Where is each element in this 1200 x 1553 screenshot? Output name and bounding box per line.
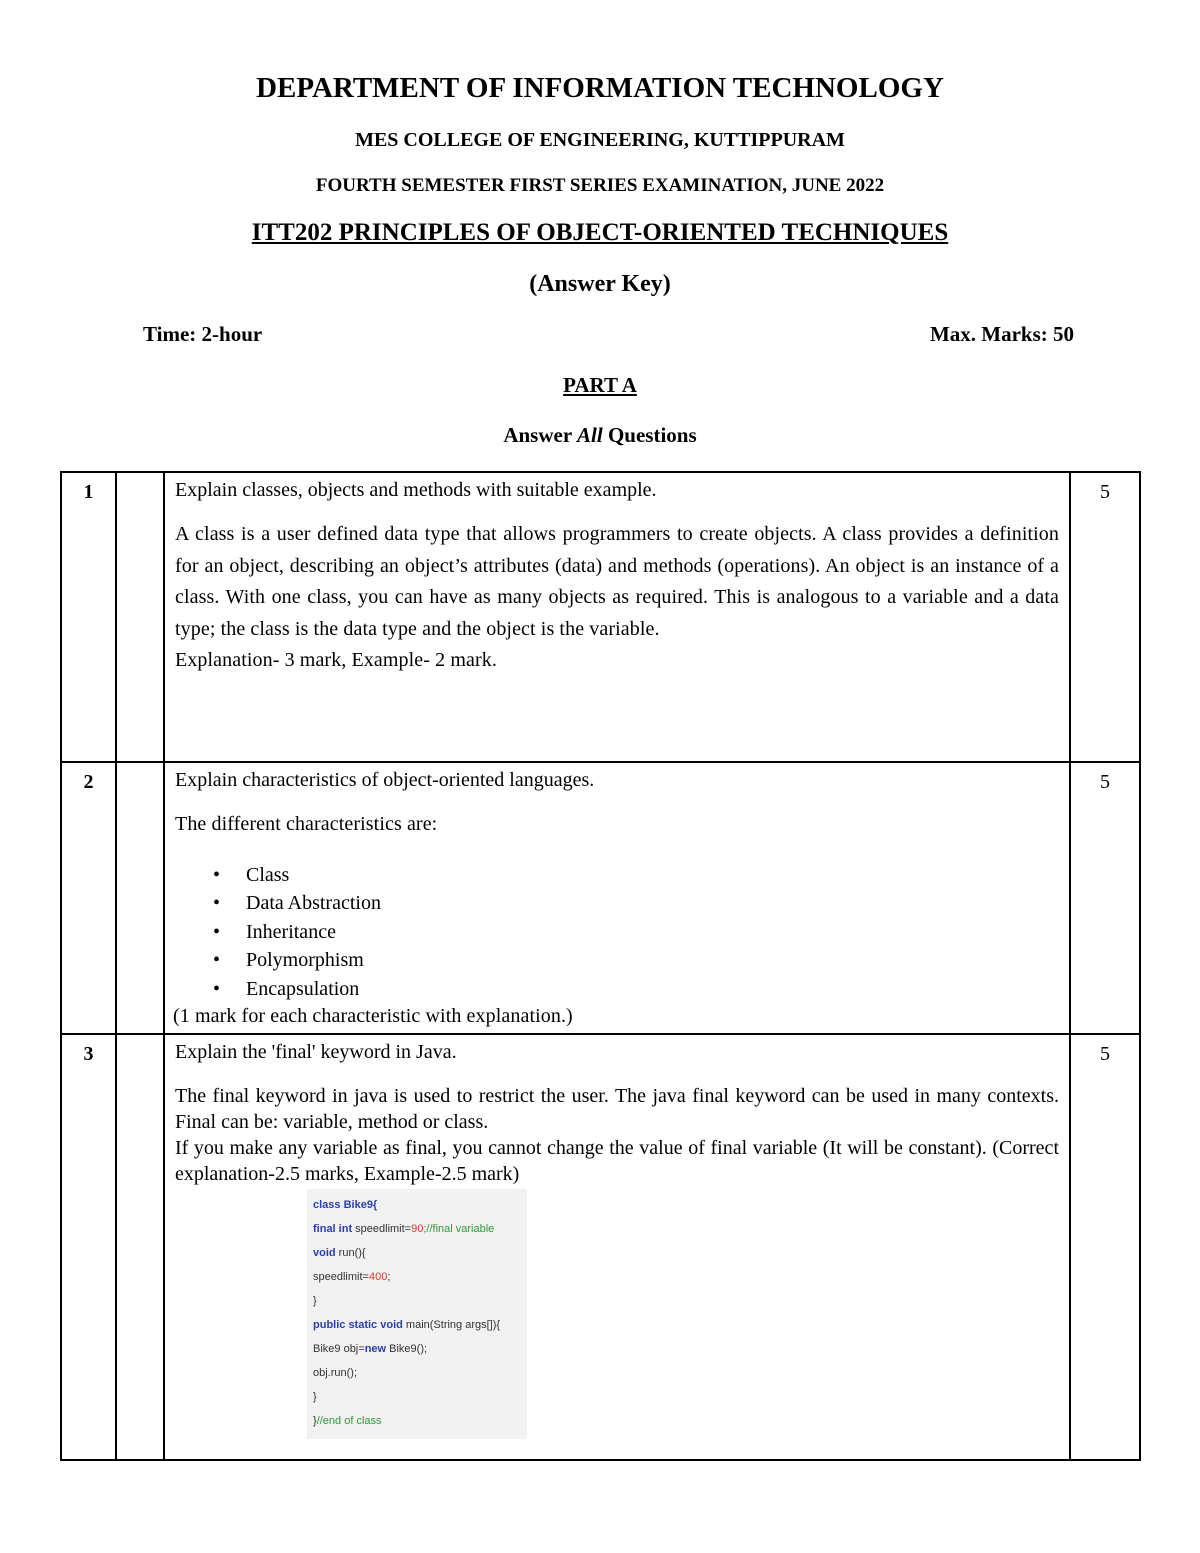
answer-intro: The different characteristics are: (175, 813, 438, 835)
marking-scheme: (1 mark for each characteristic with explanation.) (173, 1005, 573, 1027)
question-row-3 (61, 1034, 1140, 1460)
code-line: Bike9 obj=new Bike9(); (313, 1343, 428, 1355)
question-row-1 (61, 472, 1140, 762)
part-heading: PART A (563, 373, 637, 397)
list-item: • Data Abstraction (225, 889, 1059, 918)
code-line: void run(){ (313, 1247, 366, 1259)
document-subtitle: (Answer Key) (529, 271, 671, 297)
answer-text-continued: If you make any variable as final, you cannot change the value of final variable (It will be constant). (Correct explanation-2.5 marks, Example-2.5 mark) (175, 1137, 1059, 1185)
list-item: • Class (225, 861, 1059, 890)
question-marks: 5 (1070, 472, 1140, 762)
instruction-text: Answer (503, 423, 578, 447)
code-line: }//end of class (313, 1415, 382, 1427)
college-name: MES COLLEGE OF ENGINEERING, KUTTIPPURAM (355, 129, 845, 151)
instructions (0, 423, 1200, 448)
question-number: 3 (61, 1034, 116, 1460)
question-body (164, 472, 1070, 762)
question-marks: 5 (1070, 762, 1140, 1034)
question-text: Explain classes, objects and methods with suitable example. (175, 479, 657, 501)
question-number: 2 (61, 762, 116, 1034)
answer-text: A class is a user defined data type that allows programmers to create objects. A class provides a definition for an object, describing an object’s attributes (data) and methods (operations). An object is an instance of a class. With one class, you can have as many objects as required. This is analogous to a variable and a data type; the class is the data type and the object is the variable. (175, 523, 1059, 640)
blank-cell (116, 762, 164, 1034)
code-line: public static void main(String args[]){ (313, 1319, 501, 1331)
max-marks: Max. Marks: 50 (929, 322, 1074, 346)
question-text: Explain characteristics of object-oriented languages. (175, 769, 595, 791)
characteristics-list (175, 861, 1059, 1004)
questions-table (60, 471, 1141, 1461)
course-title: ITT202 PRINCIPLES OF OBJECT-ORIENTED TECHNIQUES (251, 219, 949, 246)
list-item: • Encapsulation (225, 975, 1059, 1004)
exam-title: FOURTH SEMESTER FIRST SERIES EXAMINATION, JUNE 2022 (315, 175, 885, 196)
code-line: class Bike9{ (313, 1199, 378, 1211)
instruction-emphasis: All (577, 423, 603, 447)
question-number: 1 (61, 472, 116, 762)
code-line: } (313, 1391, 317, 1403)
department-title: DEPARTMENT OF INFORMATION TECHNOLOGY (256, 72, 944, 104)
marking-scheme: Explanation- 3 mark, Example- 2 mark. (175, 649, 497, 671)
question-row-2 (61, 762, 1140, 1034)
code-line: } (313, 1295, 317, 1307)
exam-duration: Time: 2-hour (143, 322, 263, 346)
code-line: speedlimit=400; (313, 1271, 391, 1283)
question-body (164, 762, 1070, 1034)
answer-text: The final keyword in java is used to restrict the user. The java final keyword can be used in many contexts. Final can be: variable, method or class. (175, 1085, 1059, 1133)
code-line: obj.run(); (313, 1367, 358, 1379)
list-item: • Inheritance (225, 918, 1059, 947)
code-line: final int speedlimit=90;//final variable (313, 1223, 495, 1235)
instruction-text-end: Questions (602, 423, 697, 447)
question-text: Explain the 'final' keyword in Java. (175, 1041, 457, 1063)
question-body (164, 1034, 1070, 1460)
question-marks: 5 (1070, 1034, 1140, 1460)
code-example (307, 1189, 527, 1439)
blank-cell (116, 1034, 164, 1460)
list-item: • Polymorphism (225, 946, 1059, 975)
blank-cell (116, 472, 164, 762)
